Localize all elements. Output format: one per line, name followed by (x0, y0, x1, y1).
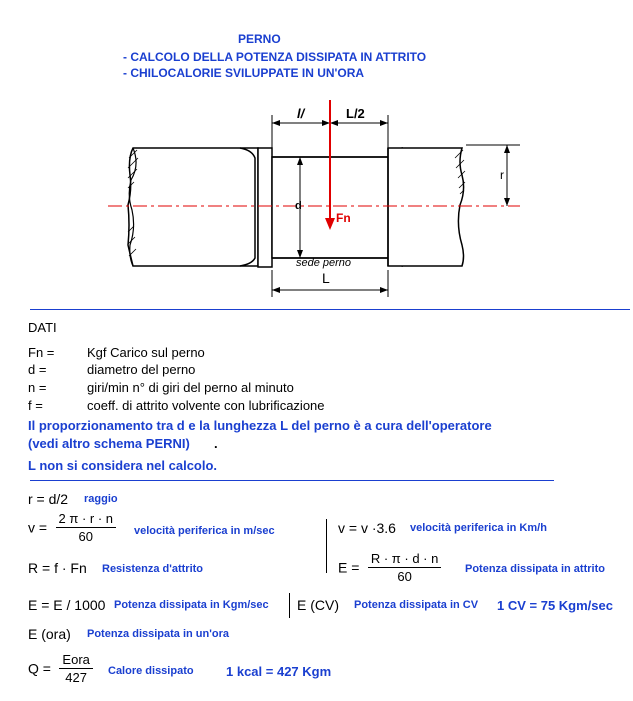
formula-speed-den: 60 (78, 529, 93, 544)
formula-heat-den: 427 (65, 670, 87, 685)
label-force: Fn (336, 211, 351, 225)
formula-heat-desc: Calore dissipato (108, 665, 194, 677)
label-seat: sede perno (296, 257, 352, 269)
formula-heat-lhs: Q = (28, 660, 51, 677)
formula-speed-kmh: v = v ·3.6 (338, 520, 396, 536)
note-see-other: (vedi altro schema PERNI) (28, 436, 190, 451)
formula-heat (28, 652, 93, 685)
formula-heat-fraction (59, 652, 92, 685)
label-radius: r (500, 168, 504, 182)
data-var-n: n = (28, 380, 47, 395)
journal-collar (258, 148, 272, 267)
label-half-length: L/2 (346, 106, 365, 121)
formula-radius-desc: raggio (84, 493, 118, 505)
data-desc-d: diametro del perno (87, 362, 196, 377)
formula-power-kgm-desc: Potenza dissipata in Kgm/sec (114, 599, 269, 611)
formula-power-cv: E (CV) (297, 597, 339, 613)
formula-speed (28, 511, 116, 544)
note-length-ignored: L non si considera nel calcolo. (28, 458, 218, 473)
journal-seat (272, 148, 402, 266)
label-l: l/ (297, 106, 305, 121)
formula-power-desc: Potenza dissipata in attrito (465, 563, 605, 575)
formula-power-hour-desc: Potenza dissipata in un'ora (87, 628, 229, 640)
formula-power-cv-desc: Potenza dissipata in CV (354, 599, 479, 611)
title-line-power: - CALCOLO DELLA POTENZA DISSIPATA IN ATTRITO (123, 50, 427, 64)
shaft-right (388, 148, 464, 266)
journal-diagram (0, 0, 633, 310)
shaft-left (128, 148, 258, 266)
formula-power-lhs: E = (338, 559, 360, 576)
title-perno: PERNO (238, 32, 281, 46)
formula-power-num: R · π · d · n (368, 551, 441, 568)
formula-speed-num: 2 π · r · n (56, 511, 116, 528)
formula-power-fraction (368, 551, 441, 584)
formula-speed-lhs: v = (28, 519, 48, 536)
divider-top (30, 309, 630, 310)
divider-vert-2 (289, 593, 290, 618)
formula-speed-kmh-desc: velocità periferica in Km/h (410, 522, 547, 534)
divider-mid (30, 480, 554, 481)
data-desc-n: giri/min n° di giri del perno al minuto (87, 380, 294, 395)
formula-resistance-desc: Resistenza d'attrito (102, 563, 204, 575)
divider-vert-1 (326, 519, 327, 573)
data-var-d: d = (28, 362, 47, 377)
formula-power-kgm: E = E / 1000 (28, 597, 106, 613)
formula-speed-desc: velocità periferica in m/sec (134, 525, 275, 537)
data-var-fn: Fn = (28, 345, 55, 360)
label-length: L (322, 270, 330, 286)
data-var-f: f = (28, 398, 43, 413)
note-proportioning: Il proporzionamento tra d e la lunghezza L del perno è a cura dell'operatore (28, 418, 492, 433)
data-desc-f: coeff. di attrito volvente con lubrificazione (87, 398, 325, 413)
data-header: DATI (28, 320, 57, 335)
formula-power-hour: E (ora) (28, 626, 71, 642)
formula-cv-conversion: 1 CV = 75 Kgm/sec (497, 598, 613, 613)
formula-power (338, 551, 441, 584)
formula-kcal-conversion: 1 kcal = 427 Kgm (226, 664, 332, 679)
formula-heat-num: Eora (59, 652, 92, 669)
formula-resistance: R = f · Fn (28, 560, 87, 576)
formula-speed-fraction (56, 511, 116, 544)
data-desc-fn: Kgf Carico sul perno (87, 345, 205, 360)
label-diameter: d (295, 200, 302, 212)
title-line-kcal: - CHILOCALORIE SVILUPPATE IN UN'ORA (123, 66, 365, 80)
formula-radius: r = d/2 (28, 491, 69, 507)
formula-power-den: 60 (397, 569, 412, 584)
note-see-other-dot: . (214, 436, 218, 451)
